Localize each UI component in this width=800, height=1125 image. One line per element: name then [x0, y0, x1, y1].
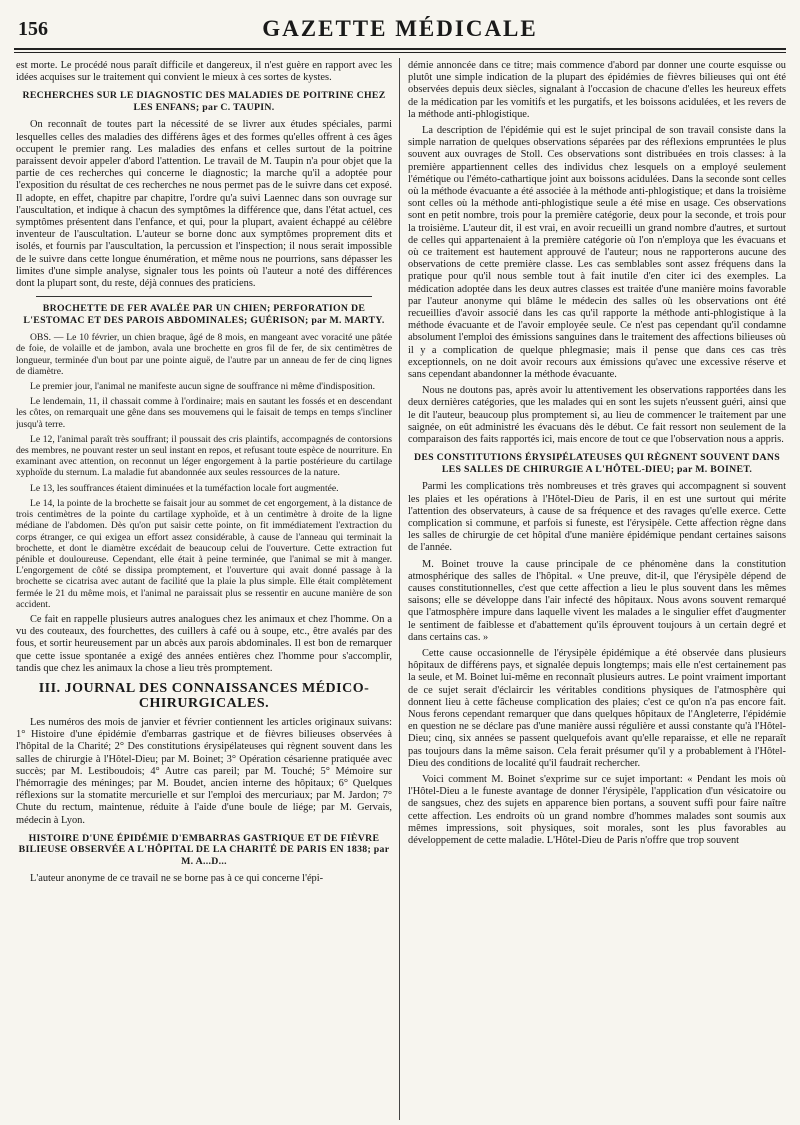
observation-paragraph: Le 14, la pointe de la brochette se faisait jour au sommet de cet engorgement, à la distance de trois centimètres de la pointe du cartilage xyphoïde, et à un centimètre à droite de la ligne médiane de l'abdomen. Dès qu'on put saisir cette pointe, on fit immédiatement l'extraction du corps étranger, ce qui exigea un effort assez considérable, à cause de l'anneau qui terminait la brochette, et dont le diamètre excédait de beaucoup celui de l'ouverture. Cette extraction fut pénible et douloureuse. Cependant, elle était à peine terminée, que l'animal se mit à manger. L'engorgement de côté se dissipa promptement, et l'ouverture qui avait donné passage à la brochette se cicatrisa avec autant de facilité que la plaie la plus simple. Elle était complètement fermée le 21 du même mois, et l'animal ne paraissait plus se ressentir en aucune manière de son accident.: [16, 497, 392, 610]
paragraph: La description de l'épidémie qui est le sujet principal de son travail consiste dans la simple narration de quelques observations séparées par des réflexions empruntées le plus souvent aux ouvrages de Stoll. Ces observations sont distribuées en trois classes: à la première appartiennent celles des individus chez lesquels on a employé seulement l'émétique ou l'éméto-cathartique joint aux boissons acidulées. Dans la seconde sont celles où la méthode évacuante a été associée à la méthode anti-phlogistique; et dans la troisième sont celles où la méthode anti-phlogistique seule a été mise en usage. Ces observations sont en petit nombre, trois pour la première catégorie, deux pour la seconde, et trois pour la troisième. L'auteur dit, il est vrai, en avoir recueilli un grand nombre d'autres, et surtout de celles qui appartenaient à la première catégorie où l'on n'employa que les évacuans et où ce traitement est hautement approuvé de l'auteur; nous ne rapporterons aucune des observations de cette première classe. Les cas semblables sont assez fréquens dans la pratique pour qu'il nous semble tout à fait inutile d'en citer ici des exemples. La médication adoptée dans les deux autres classes est traitée d'une manière moins favorable par l'auteur anonyme qui blâme le médecin des salles où les observations ont été recueillies d'avoir associé dans les cas qu'il rapporte la méthode anti-phlogistique à la méthode évacuante et de l'avoir employée seule. Ce n'est pas cependant qu'il condamne absolument l'emploi des émissions sanguines dans le traitement des affections bilieuses où il y a complication de quelque phlegmasie; mais il pense que dans ces cas très exceptionnels, on ne doit avoir recours aux émissions qu'avec une excessive réserve et sans cependant abandonner la méthode évacuante.: [408, 125, 786, 381]
paragraph: Nous ne doutons pas, après avoir lu attentivement les observations rapportées dans les deux dernières catégories, que les malades qui en sont les sujets n'eussent guéri, ainsi que le dit l'auteur, beaucoup plus promptement si, au lieu de commencer le traitement par une saignée, on eût administré les évacuans dès le début. Ce fait ressort non seulement de la comparaison des faits rapportés ici, mais encore de tout ce que l'observation nous a appris.: [408, 385, 786, 446]
observation-paragraph: Le 12, l'animal paraît très souffrant; il poussait des cris plaintifs, accompagnés de contorsions des membres, ne pouvant rester un seul instant en repos, et refusant toute espèce de nourriture. En examinant avec attention, on reconnut un léger engorgement à la partie postérieure du cartilage xyphoïde du sternum. La maladie fut abandonnée aux seules ressources de la nature.: [16, 433, 392, 479]
paragraph: M. Boinet trouve la cause principale de ce phénomène dans la constitution atmosphérique des salles de l'hôpital. « Une preuve, dit-il, que l'érysipèle dépend de causes constitutionnelles, c'est que cette affection a lieu le plus souvent dans les mêmes saisons; elle se développe dans l'air infecté des hôpitaux. Nous avons souvent remarqué que l'atmosphère impure dans laquelle vivent les malades a le singulier effet d'augmenter le sentiment de faiblesse et d'abattement qu'ils éprouvent toujours à un certain degré et dans certains cas. »: [408, 558, 786, 643]
section-heading: HISTOIRE D'UNE ÉPIDÉMIE D'EMBARRAS GASTRIQUE ET DE FIÈVRE BILIEUSE OBSERVÉE A L'HÔPITAL DE LA CHARITÉ DE PARIS EN 1838; par M. A...D...: [18, 832, 390, 867]
observation-paragraph: Le lendemain, 11, il chassait comme à l'ordinaire; mais en sautant les fossés et en descendant les côtes, on remarquait une gêne dans ses mouvemens qui le faisait de temps en temps s'incliner jusqu'à terre.: [16, 396, 392, 430]
left-column: [16, 60, 392, 1120]
page-number: 156: [18, 18, 48, 40]
column-rule: [399, 58, 400, 1120]
observation-paragraph: Le premier jour, l'animal ne manifeste aucun signe de souffrance ni même d'indisposition.: [30, 381, 375, 393]
page-header: [14, 10, 786, 46]
section-heading: BROCHETTE DE FER AVALÉE PAR UN CHIEN; PERFORATION DE L'ESTOMAC ET DES PAROIS ABDOMINALES; GUÉRISON; par M. MARTY.: [23, 303, 385, 326]
section-heading: RECHERCHES SUR LE DIAGNOSTIC DES MALADIES DE POITRINE CHEZ LES ENFANS; par C. TAUPIN.: [22, 90, 386, 113]
paragraph: Cette cause occasionnelle de l'érysipèle épidémique a été observée dans plusieurs hôpitaux de différens pays, et signalée depuis longtemps; mais elle n'est certainement pas la seule, et M. Boinet lui-même en reconnaît plusieurs autres. Le point vraiment important de ce sujet serait d'éclaircir les véritables conditions physiques de l'atmosphère qui donnent lieu à cette fâcheuse complication des plaies; c'est ce qu'on n'a pas encore fait. Nous ferons cependant remarquer que dans quelques hôpitaux de l'Angleterre, l'épidémie en question ne se déclare pas d'une manière aussi régulière et aussi constante qu'à l'Hôtel-Dieu; cinq, six années se passent quelquefois avant qu'elle reparaisse, et elle ne reparaît pas toujours dans la même saison. Cela ferait présumer qu'il y a probablement à l'Hôtel-Dieu des conditions de localité qu'il faudrait rechercher.: [408, 647, 786, 769]
header-rule-thin: [14, 52, 786, 53]
observation-paragraph: OBS. — Le 10 février, un chien braque, âgé de 8 mois, en mangeant avec voracité une pâtée de foie, de volaille et de jambon, avala une brochette en gros fil de fer, de six centimètres de longueur, terminée d'un bout par une pointe aiguë, de l'autre par un anneau de fer de cinq lignes de diamètre.: [16, 332, 392, 377]
paragraph: est morte. Le procédé nous paraît difficile et dangereux, il n'est guère en rapport avec les idées acquises sur le traitement qui convient le mieux à ces sortes de kystes.: [16, 60, 392, 84]
paragraph: Ce fait en rappelle plusieurs autres analogues chez les animaux et chez l'homme. On a vu des couteaux, des fourchettes, des cuillers à café ou à soupe, etc., être avalés par des fous, et sortir heureusement par un abcès aux parois abdominales. Il est bon de remarquer que cette issue spontanée a exigé des années entières chez l'homme pour s'accomplir, tandis que chez les animaux la chose a lieu très promptement.: [16, 613, 392, 674]
header-rule: [14, 48, 786, 50]
observation-paragraph: Le 13, les souffrances étaient diminuées et la tuméfaction locale fort augmentée.: [30, 482, 339, 494]
paragraph: On reconnaît de toutes part la nécessité de se livrer aux études spéciales, parmi lesquelles celles des maladies des différens âges et des formes qu'elles offrent à ces âges occupent le premier rang. Les maladies des enfans et celles surtout de la poitrine paraissent devoir appeler d'abord l'attention. Le travail de M. Taupin n'a pour objet que la partie de ces recherches qui concerne le diagnostic; la marche qu'il a adoptée pour l'exposition du résultat de ces recherches ne nous permet pas de le suivre dans cet exposé. Il adopte, en effet, chapitre par chapitre, l'ordre qu'a suivi Laennec dans son ouvrage sur l'auscultation, et indique à chacun des symptômes la différence que, dans l'état actuel, ces symptômes présentent dans l'enfance, et qui, pour la plupart, avaient échappé au célèbre inventeur de l'auscultation. L'auteur se borne donc aux symptômes proprement dits et isolés, et fournis par l'auscultation, la percussion et l'inspection; il nous serait impossible de le suivre dans cette longue énumération, et même nous ne pourrions, sans dépasser les limites d'une simple analyse, signaler tous les points où l'auteur a noté des différences dont la plupart sont, du reste, déjà connues des praticiens.: [16, 119, 392, 290]
paragraph: Voici comment M. Boinet s'exprime sur ce sujet important: « Pendant les mois où l'Hôtel-Dieu a le funeste avantage de donner l'érysipèle, l'application d'un vésicatoire ou de sangsues, chez des sujets en apparence bien portans, a souvent suffi pour faire naître cette affection. Les endroits où un grand nombre d'hommes malades sont soumis aux mêmes impressions, soit physiques, soit morales, sont les plus favorables au développement de cette maladie. L'Hôtel-Dieu de Paris n'offre que trop souvent: [408, 773, 786, 846]
paragraph: démie annoncée dans ce titre; mais commence d'abord par donner une courte esquisse ou plutôt une simple indication de la plupart des épidémies de fièvres bilieuses qui ont été observées depuis deux siècles, signalant à l'occasion de chacune d'elles les heureux effets de la médication par les vomitifs et les purgatifs, et les boissons acidulées, et les revers de la méthode anti-phlogistique.: [408, 60, 786, 120]
journal-title: GAZETTE MÉDICALE: [262, 16, 538, 41]
right-column: [408, 60, 786, 1120]
paragraph: L'auteur anonyme de ce travail ne se borne pas à ce qui concerne l'épi-: [30, 873, 324, 885]
paragraph: Parmi les complications très nombreuses et très graves qui accompagnent si souvent les plaies et les opérations à l'Hôtel-Dieu de Paris, il en est une surtout qui mérite l'attention des observateurs, à cause de sa fréquence et des ravages qu'elle exerce. Cette complication si commune, et parfois si funeste, est l'érysipèle. Cette affection règne dans les salles de chirurgie de cet hôpital d'une manière épidémique pendant certaines saisons de l'année.: [408, 481, 786, 554]
divider: [36, 296, 372, 297]
paragraph: Les numéros des mois de janvier et février contiennent les articles originaux suivans: 1° Histoire d'une épidémie d'embarras gastrique et de fièvres bilieuses observées à l'hôpital de la Charité; 2° Des constitutions érysipélateuses qui règnent souvent dans les salles de chirurgie à l'Hôtel-Dieu; par M. Boinet; 3° Opération césarienne pratiquée avec succès; par M. Lestiboudois; 4° Autre cas pareil; par M. Touché; 5° Mémoire sur l'hémorragie des méninges; par M. Boudet, ancien interne des hôpitaux; 6° Quelques réflexions sur la stomatite mercurielle et sur l'emploi des mercuriaux; par M. Jardon; 7° Chute du rectum, maintenue, réduite à l'aide d'une boule de liége; par M. Gervais, médecin à Lyon.: [16, 716, 392, 826]
section-heading: DES CONSTITUTIONS ÉRYSIPÉLATEUSES QUI RÈGNENT SOUVENT DANS LES SALLES DE CHIRURGIE A L'HÔTEL-DIEU; par M. BOINET.: [413, 452, 781, 475]
journal-section-heading: III. JOURNAL DES CONNAISSANCES MÉDICO-CHIRURGICALES.: [38, 680, 370, 711]
